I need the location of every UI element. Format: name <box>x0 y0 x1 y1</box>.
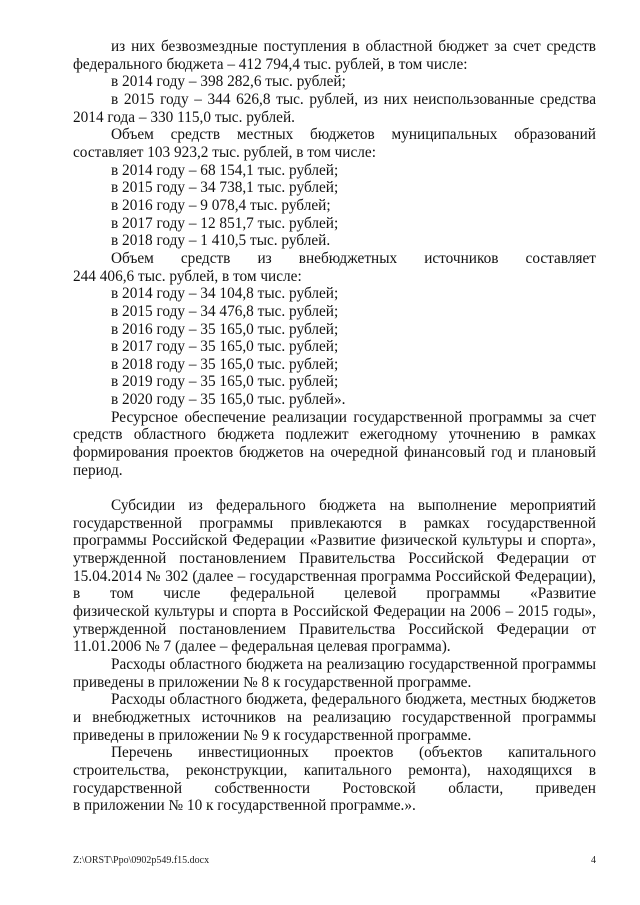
list-item-extra-2019: в 2019 году – 35 165,0 тыс. рублей; <box>111 373 339 391</box>
paragraph-subsidies-part2: физической культуры и спорта в Российской Федерации на 2006 – 2015 годы», утвержденной постановлением Правительства Российской Федерации от 11.01.2006 № 7 (далее – федеральная целевая программа). <box>73 602 596 656</box>
paragraph-gap <box>73 479 596 497</box>
footer-file-path: Z:\ORST\Ppo\0902p549.f15.docx <box>73 855 210 866</box>
paragraph-appendix-8: Расходы областного бюджета на реализацию государственной программы приведены в приложении № 8 к государственной программе. <box>73 655 596 691</box>
list-item-extra-2018: в 2018 году – 35 165,0 тыс. рублей; <box>111 355 339 373</box>
paragraph-subsidies-part1: Субсидии из федерального бюджета на выполнение мероприятий государственной программы привлекаются в рамках государственной программы Российской Федерации «Развитие физической культуры и спорта», утвержденной постановлением Правительства Российской Федерации от 15.04.2014 № 302 (далее – государственная программа Российской Федерации), в том числе федеральной целевой программы «Развитие <box>73 497 596 603</box>
list-item-local-2016: в 2016 году – 9 078,4 тыс. рублей; <box>111 196 331 214</box>
paragraph-federal-receipts: из них безвозмездные поступления в областной бюджет за счет средств федерального бюджета – 412 794,4 тыс. рублей, в том числе: <box>73 38 596 73</box>
list-item-extra-2017: в 2017 году – 35 165,0 тыс. рублей; <box>111 338 339 356</box>
list-item-federal-2015: в 2015 году – 344 626,8 тыс. рублей, из них неиспользованные средства 2014 года – 330 115,0 тыс. рублей. <box>73 90 596 126</box>
list-item-extra-2014: в 2014 году – 34 104,8 тыс. рублей; <box>111 285 339 303</box>
paragraph-extrabudgetary-line2: 244 406,6 тыс. рублей, в том числе: <box>73 267 302 285</box>
list-item-local-2014: в 2014 году – 68 154,1 тыс. рублей; <box>111 161 339 179</box>
paragraph-resource-support: Ресурсное обеспечение реализации государственной программы за счет средств областного бюджета подлежит ежегодному уточнению в рамках формирования проектов бюджетов на очередной финансовый год и плановый период. <box>73 408 596 479</box>
paragraph-local-budgets: Объем средств местных бюджетов муниципальных образований составляет 103 923,2 тыс. рублей, в том числе: <box>73 126 596 161</box>
list-item-extra-2020: в 2020 году – 35 165,0 тыс. рублей». <box>111 391 346 409</box>
paragraph-extrabudgetary-line1: Объем средств из внебюджетных источников составляет <box>111 249 596 267</box>
list-item-local-2015: в 2015 году – 34 738,1 тыс. рублей; <box>111 179 339 197</box>
list-item-extra-2016: в 2016 году – 35 165,0 тыс. рублей; <box>111 320 339 338</box>
document-body <box>73 38 596 815</box>
page-number: 4 <box>591 855 596 866</box>
list-item-local-2018: в 2018 году – 1 410,5 тыс. рублей. <box>111 232 331 250</box>
paragraph-investment-projects-part2: в приложении № 10 к государственной программе.». <box>73 797 416 815</box>
paragraph-investment-projects-part1: Перечень инвестиционных проектов (объектов капитального строительства, реконструкции, капитального ремонта), находящихся в государственной собственности Ростовской области, приведен <box>73 744 596 797</box>
page-footer <box>73 854 596 868</box>
list-item-federal-2014: в 2014 году – 398 282,6 тыс. рублей; <box>111 73 346 91</box>
list-item-extra-2015: в 2015 году – 34 476,8 тыс. рублей; <box>111 302 339 320</box>
list-item-local-2017: в 2017 году – 12 851,7 тыс. рублей; <box>111 214 339 232</box>
paragraph-appendix-9: Расходы областного бюджета, федерального бюджета, местных бюджетов и внебюджетных источников на реализацию государственной программы приведены в приложении № 9 к государственной программе. <box>73 691 596 744</box>
